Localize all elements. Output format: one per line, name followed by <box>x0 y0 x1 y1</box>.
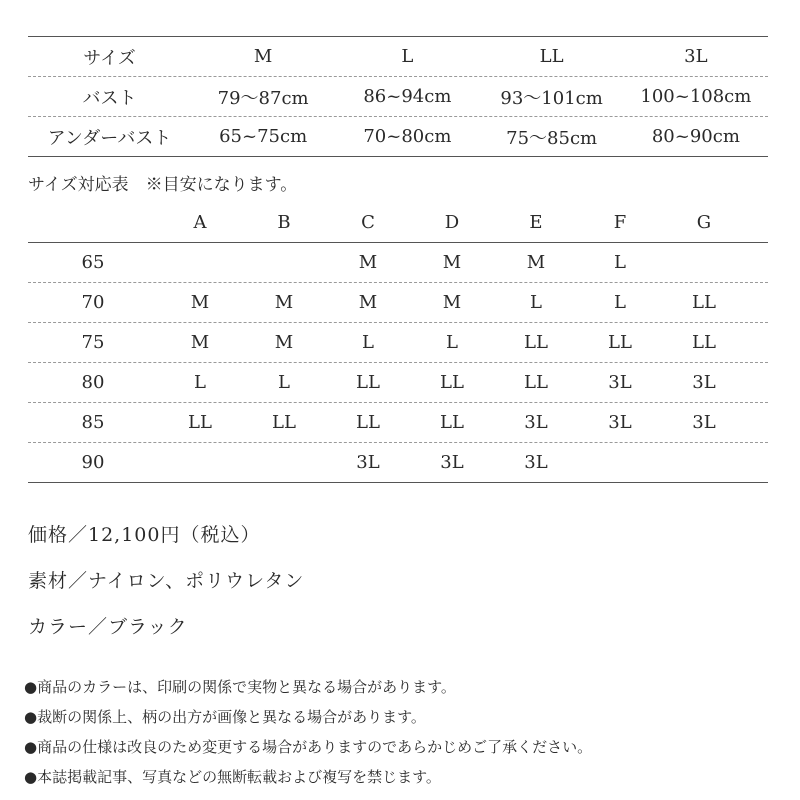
row-label: 75 <box>81 332 105 353</box>
header-cell: LL <box>539 46 564 67</box>
note-item: ●商品のカラーは、印刷の関係で実物と異なる場合があります。 <box>24 678 456 696</box>
table-cell: LL <box>440 412 464 433</box>
table-cell: LL <box>692 292 716 313</box>
table-cell: 100~108cm <box>640 86 752 107</box>
size-table <box>28 36 768 157</box>
correspondence-table <box>28 203 768 483</box>
table-row <box>28 243 768 283</box>
size-table-header <box>28 37 768 77</box>
table-cell: 3L <box>524 452 548 473</box>
table-cell: 70~80cm <box>363 126 452 147</box>
table-cell: 3L <box>692 372 716 393</box>
table-cell: LL <box>440 372 464 393</box>
table-cell: M <box>190 292 210 313</box>
table-cell: LL <box>608 332 632 353</box>
header-cell: 3L <box>684 46 708 67</box>
table-cell: 80~90cm <box>651 126 740 147</box>
material-text: 素材／ナイロン、ポリウレタン <box>28 570 305 592</box>
table-cell: LL <box>272 412 296 433</box>
note-item: ●商品の仕様は改良のため変更する場合がありますのであらかじめご了承ください。 <box>24 738 593 756</box>
header-cell: L <box>401 46 414 67</box>
table-cell: M <box>274 292 294 313</box>
table-row <box>28 363 768 403</box>
header-cell: G <box>696 212 712 233</box>
table-cell: LL <box>356 412 380 433</box>
product-specs <box>28 520 304 658</box>
table-cell: L <box>446 332 458 353</box>
header-cell: C <box>361 212 375 233</box>
header-cell: サイズ <box>83 47 136 69</box>
table-cell: 3L <box>356 452 380 473</box>
header-cell: M <box>253 46 273 67</box>
table-cell: M <box>442 292 462 313</box>
header-cell: E <box>529 212 543 233</box>
row-label: 65 <box>81 252 105 273</box>
row-label: 80 <box>81 372 105 393</box>
table-cell: L <box>614 292 626 313</box>
correspondence-header <box>28 203 768 243</box>
table-cell: L <box>362 332 374 353</box>
color-text: カラー／ブラック <box>28 616 188 638</box>
table-cell: M <box>358 292 378 313</box>
table-row <box>28 117 768 156</box>
correspondence-caption: サイズ対応表 ※目安になります。 <box>28 175 298 195</box>
table-cell: LL <box>356 372 380 393</box>
row-label: バスト <box>82 87 137 109</box>
table-cell: M <box>358 252 378 273</box>
table-cell: M <box>190 332 210 353</box>
table-cell: 79〜87cm <box>217 87 309 109</box>
row-label: 70 <box>81 292 105 313</box>
table-cell: 3L <box>692 412 716 433</box>
header-cell: F <box>613 212 627 233</box>
table-cell: 3L <box>524 412 548 433</box>
row-label: 85 <box>81 412 105 433</box>
table-row <box>28 283 768 323</box>
table-cell: L <box>194 372 206 393</box>
notes-list <box>24 676 592 796</box>
table-cell: M <box>442 252 462 273</box>
header-cell: B <box>277 212 291 233</box>
table-cell: L <box>614 252 626 273</box>
header-cell: A <box>193 212 207 233</box>
table-cell: 3L <box>608 412 632 433</box>
table-row <box>28 77 768 117</box>
table-cell: 3L <box>608 372 632 393</box>
table-cell: 3L <box>440 452 464 473</box>
note-item: ●本誌掲載記事、写真などの無断転載および複写を禁じます。 <box>24 768 441 786</box>
table-cell: 86~94cm <box>363 86 452 107</box>
header-cell: D <box>444 212 460 233</box>
table-cell: L <box>278 372 290 393</box>
table-cell: LL <box>692 332 716 353</box>
table-cell: 65~75cm <box>219 126 308 147</box>
row-label: アンダーバスト <box>47 127 172 149</box>
row-label: 90 <box>81 452 105 473</box>
price-text: 価格／12,100円（税込） <box>28 524 261 546</box>
table-row <box>28 403 768 443</box>
table-cell: LL <box>524 372 548 393</box>
table-row <box>28 323 768 363</box>
table-cell: M <box>274 332 294 353</box>
table-cell: L <box>530 292 542 313</box>
table-cell: 75〜85cm <box>506 127 598 149</box>
table-cell: 93〜101cm <box>500 87 603 109</box>
note-item: ●裁断の関係上、柄の出方が画像と異なる場合があります。 <box>24 708 426 726</box>
table-cell: LL <box>188 412 212 433</box>
table-row <box>28 443 768 482</box>
table-cell: M <box>526 252 546 273</box>
table-cell: LL <box>524 332 548 353</box>
